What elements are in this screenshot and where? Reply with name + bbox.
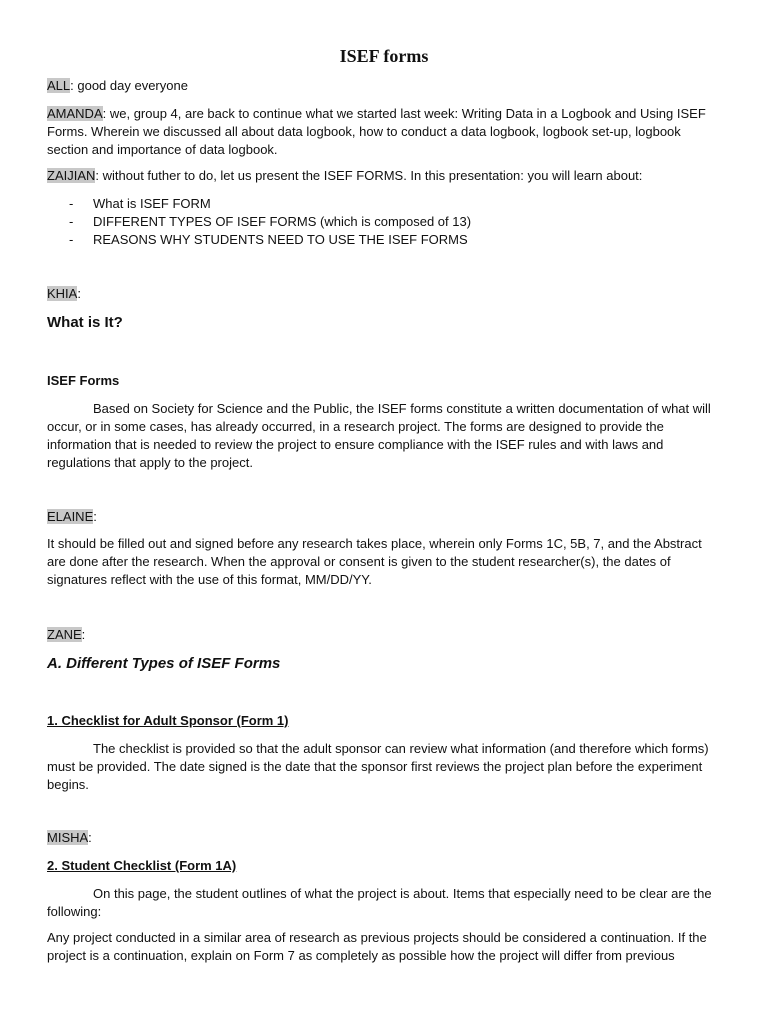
- text-amanda: : we, group 4, are back to continue what we started last week: Writing Data in a Logbook and Using ISEF Forms. Wherein we discussed all about data logbook, how to conduct a data logbook, logbook set-up, logbook section and importance of data logbook.: [47, 106, 706, 157]
- line-zane: [47, 626, 723, 644]
- list-item: [47, 213, 723, 231]
- speaker-colon: :: [77, 286, 81, 301]
- topics-list: [47, 195, 723, 249]
- heading-isef-forms: ISEF Forms: [47, 373, 120, 388]
- list-item-text: REASONS WHY STUDENTS NEED TO USE THE ISEF FORMS: [93, 232, 468, 247]
- list-item: [47, 231, 723, 249]
- speaker-colon: :: [93, 509, 97, 524]
- bullet-dash: -: [69, 214, 74, 229]
- speaker-elaine: ELAINE: [47, 509, 94, 524]
- bullet-dash: -: [69, 196, 74, 211]
- speaker-zaijian: ZAIJIAN: [47, 168, 96, 183]
- speaker-colon: :: [81, 627, 86, 642]
- speaker-amanda: AMANDA: [47, 106, 103, 121]
- text-zaijian: : without futher to do, let us present the ISEF FORMS. In this presentation: you will learn about:: [95, 168, 643, 183]
- heading-form-1a: 2. Student Checklist (Form 1A): [47, 858, 237, 873]
- speaker-colon: :: [88, 830, 92, 845]
- list-item-text: DIFFERENT TYPES OF ISEF FORMS (which is composed of 13): [93, 214, 472, 229]
- speaker-zane: ZANE: [47, 627, 82, 642]
- paragraph-continuation: Any project conducted in a similar area of research as previous projects should be considered a continuation. If the project is a continuation, explain on Form 7 as completely as possible how the project will differ from previous: [47, 930, 707, 963]
- line-amanda: [47, 105, 723, 159]
- speaker-misha: MISHA: [47, 830, 89, 845]
- paragraph-isef-forms: Based on Society for Science and the Public, the ISEF forms constitute a written documentation of what will occur, or in some cases, has already occurred, in a research project. The forms are designed to provide the information that is needed to review the project to ensure compliance with the ISEF rules and with laws and regulations that apply to the project.: [47, 401, 711, 470]
- list-item-text: What is ISEF FORM: [93, 196, 211, 211]
- bullet-dash: -: [69, 232, 74, 247]
- line-all: [47, 77, 723, 95]
- heading-form-1: 1. Checklist for Adult Sponsor (Form 1): [47, 713, 289, 728]
- paragraph-form-1: The checklist is provided so that the adult sponsor can review what information (and therefore which forms) must be provided. The date signed is the date that the sponsor first reviews the project plan before the experiment begins.: [47, 741, 709, 792]
- heading-what-is-it: What is It?: [47, 314, 123, 331]
- line-misha: [47, 829, 723, 847]
- speaker-all: ALL: [47, 78, 71, 93]
- text-all: : good day everyone: [70, 78, 188, 93]
- document-title: ISEF forms: [339, 46, 429, 66]
- line-khia: [47, 285, 723, 303]
- list-item: [47, 195, 723, 213]
- speaker-khia: KHIA: [47, 286, 78, 301]
- paragraph-form-1a: On this page, the student outlines of what the project is about. Items that especially need to be clear are the following:: [47, 886, 712, 919]
- line-zaijian: [47, 167, 723, 185]
- heading-types-of-forms: A. Different Types of ISEF Forms: [47, 655, 281, 672]
- paragraph-elaine: It should be filled out and signed before any research takes place, wherein only Forms 1C, 5B, 7, and the Abstract are done after the research. When the approval or consent is given to the student researcher(s), the dates of signatures reflect with the use of this format, MM/DD/YY.: [47, 536, 702, 587]
- line-elaine: [47, 508, 723, 526]
